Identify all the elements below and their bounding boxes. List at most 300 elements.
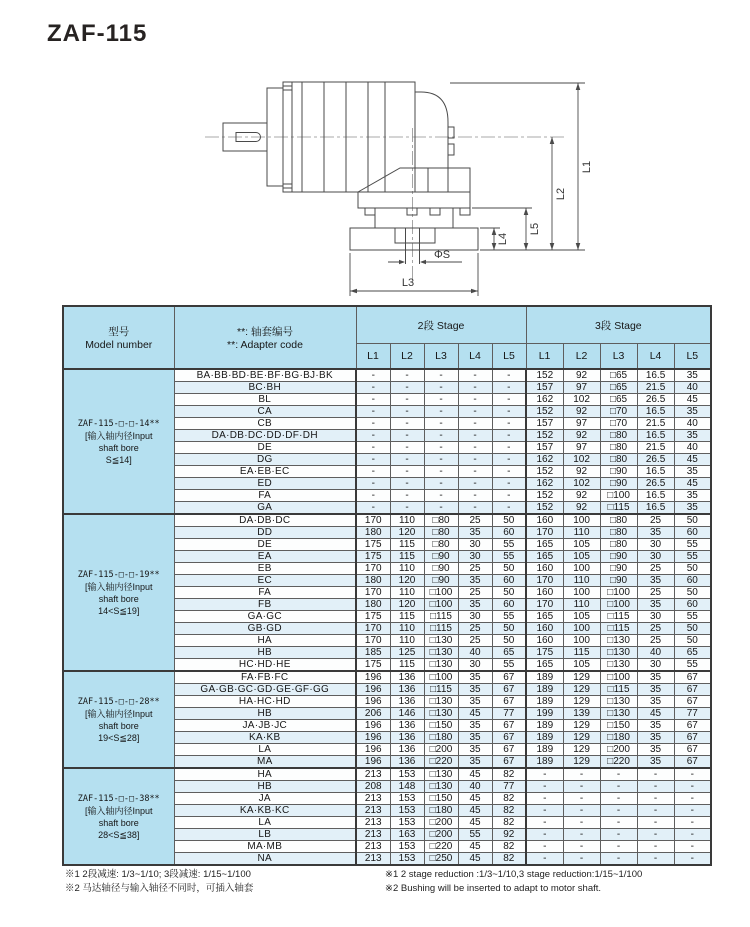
dim-value-s2-l3: □115 [424,684,458,696]
dim-value-s3-l4: 30 [637,659,674,672]
dim-value-s3-l5: 35 [674,466,711,478]
dim-value-s3-l1: - [526,853,563,866]
dim-value-s3-l2: 102 [563,454,600,466]
adapter-code-cell: HA·HC·HD [174,696,356,708]
dim-value-s3-l4: - [637,805,674,817]
dim-value-s2-l2: 136 [390,684,424,696]
dim-value-s3-l5: 45 [674,454,711,466]
dim-value-s3-l1: 162 [526,394,563,406]
dim-value-s2-l1: 170 [356,635,390,647]
adapter-code-cell: BL [174,394,356,406]
dim-value-s3-l1: 152 [526,490,563,502]
dim-value-s2-l1: 213 [356,817,390,829]
dim-value-s3-l5: 65 [674,647,711,659]
dim-value-s3-l5: - [674,841,711,853]
dim-value-s2-l4: 35 [458,720,492,732]
dim-value-s2-l1: - [356,382,390,394]
header-model-number [63,306,174,369]
dim-value-s2-l4: 55 [458,829,492,841]
dim-value-s2-l1: 213 [356,829,390,841]
table-row [63,671,711,684]
dim-value-s3-l4: - [637,829,674,841]
dim-value-s3-l5: 67 [674,684,711,696]
dim-value-s3-l2: 129 [563,732,600,744]
dim-value-s3-l3: □80 [600,442,637,454]
dim-value-s3-l2: 102 [563,478,600,490]
dim-value-s3-l5: - [674,805,711,817]
dim-value-s2-l3: □180 [424,805,458,817]
dim-value-s3-l1: - [526,768,563,781]
dim-value-s2-l4: 35 [458,744,492,756]
dim-value-s2-l1: - [356,490,390,502]
dim-value-s3-l2: 105 [563,551,600,563]
adapter-code-cell: KA·KB [174,732,356,744]
dim-value-s2-l5: 67 [492,696,526,708]
dim-value-s2-l1: 175 [356,611,390,623]
header-col-stage3-l5: L5 [674,344,711,370]
adapter-code-cell: ED [174,478,356,490]
dim-value-s2-l3: - [424,478,458,490]
adapter-code-cell: LB [174,829,356,841]
dim-value-s2-l4: 25 [458,623,492,635]
dim-value-s2-l1: - [356,418,390,430]
dim-value-s2-l5: 82 [492,841,526,853]
dim-value-s2-l3: - [424,454,458,466]
dim-value-s2-l4: 30 [458,539,492,551]
dim-value-s3-l1: 152 [526,502,563,515]
dim-value-s3-l2: - [563,768,600,781]
table-row [63,514,711,527]
dim-value-s2-l1: 170 [356,514,390,527]
dim-value-s3-l4: - [637,781,674,793]
dim-value-s3-l3: - [600,817,637,829]
dim-value-s3-l1: 157 [526,382,563,394]
dim-value-s2-l1: 180 [356,599,390,611]
dim-value-s3-l2: 110 [563,527,600,539]
dim-value-s2-l3: □90 [424,575,458,587]
dim-value-s3-l4: - [637,793,674,805]
dim-value-s3-l5: 45 [674,478,711,490]
model-bore-note: [输入轴内径Input [84,430,153,441]
dim-value-s3-l3: - [600,829,637,841]
dim-value-s3-l4: 35 [637,575,674,587]
dim-value-s3-l2: 115 [563,647,600,659]
adapter-code-cell: MA [174,756,356,769]
model-cell [63,514,174,671]
dim-value-s3-l2: 100 [563,635,600,647]
dim-value-s2-l4: - [458,490,492,502]
dim-value-s3-l5: 35 [674,490,711,502]
dim-value-s3-l3: □115 [600,684,637,696]
dim-value-s2-l1: - [356,394,390,406]
dim-value-s3-l5: 55 [674,659,711,672]
dim-value-s2-l5: 82 [492,817,526,829]
dim-value-s3-l3: □90 [600,563,637,575]
dim-value-s2-l1: - [356,430,390,442]
dim-value-s3-l3: □90 [600,478,637,490]
dim-value-s3-l1: 170 [526,575,563,587]
adapter-code-cell: CA [174,406,356,418]
dim-value-s3-l2: 110 [563,599,600,611]
dim-value-s3-l3: □115 [600,623,637,635]
dim-value-s2-l3: □100 [424,599,458,611]
dim-value-s3-l5: 67 [674,732,711,744]
dim-value-s3-l1: 162 [526,478,563,490]
dim-value-s3-l3: □80 [600,514,637,527]
dim-value-s2-l2: 110 [390,587,424,599]
dim-value-s3-l4: 35 [637,744,674,756]
dim-value-s3-l3: □65 [600,369,637,382]
dim-value-s3-l4: 25 [637,623,674,635]
dim-value-s2-l5: 77 [492,708,526,720]
dim-value-s3-l1: 175 [526,647,563,659]
adapter-code-cell: DG [174,454,356,466]
footnotes-english [385,868,642,896]
dim-value-s2-l4: 45 [458,793,492,805]
dim-value-s3-l2: 92 [563,369,600,382]
header-col-stage3-l2: L2 [563,344,600,370]
dim-value-s2-l5: - [492,430,526,442]
dim-value-s3-l3: □90 [600,575,637,587]
dim-value-s2-l5: - [492,394,526,406]
dim-value-s2-l2: - [390,442,424,454]
adapter-code-cell: BC·BH [174,382,356,394]
dim-value-s2-l5: - [492,502,526,515]
dim-value-s3-l5: - [674,781,711,793]
dim-value-s3-l5: - [674,817,711,829]
dim-value-s2-l5: 50 [492,514,526,527]
dim-value-s2-l1: 185 [356,647,390,659]
dim-value-s2-l5: 67 [492,756,526,769]
dim-value-s2-l3: □200 [424,817,458,829]
dim-label-l1: L1 [581,160,593,174]
dim-value-s2-l3: - [424,369,458,382]
dim-value-s3-l4: 40 [637,647,674,659]
table-body [63,369,711,865]
dim-value-s2-l1: 196 [356,732,390,744]
dim-value-s3-l1: - [526,805,563,817]
dim-value-s2-l4: - [458,502,492,515]
dimension-table [62,305,712,866]
dim-value-s3-l2: 100 [563,563,600,575]
dim-label-l4: L4 [497,232,509,246]
dim-value-s2-l2: 120 [390,575,424,587]
gearbox-dimension-drawing [0,0,750,310]
adapter-code-cell: GB·GD [174,623,356,635]
dim-value-s3-l1: 160 [526,635,563,647]
footnote-line: ※1 2 stage reduction :1/3~1/10,3 stage reduction:1/15~1/100 [385,869,643,880]
dim-value-s2-l2: 115 [390,659,424,672]
dim-value-s3-l5: 40 [674,418,711,430]
dim-value-s3-l5: 67 [674,671,711,684]
header-col-stage2-l4: L4 [458,344,492,370]
dim-value-s3-l5: 60 [674,599,711,611]
adapter-code-cell: EC [174,575,356,587]
dim-value-s2-l5: 50 [492,635,526,647]
header-col-stage3-l1: L1 [526,344,563,370]
adapter-code-cell: MA·MB [174,841,356,853]
dim-value-s2-l2: 148 [390,781,424,793]
dim-value-s3-l1: 152 [526,406,563,418]
header-model-cn: 型号 [108,326,130,338]
dim-value-s2-l4: 35 [458,599,492,611]
dim-value-s2-l4: 25 [458,514,492,527]
model-bore-note: S≦14] [105,454,132,465]
dim-value-s3-l1: 165 [526,611,563,623]
dim-value-s2-l4: 35 [458,732,492,744]
dim-value-s3-l2: 92 [563,430,600,442]
dim-value-s3-l2: 92 [563,466,600,478]
dim-value-s3-l2: 97 [563,382,600,394]
adapter-code-cell: HA [174,635,356,647]
dim-value-s3-l2: - [563,853,600,866]
dim-value-s2-l1: 208 [356,781,390,793]
dim-value-s3-l2: 102 [563,394,600,406]
dim-value-s3-l4: - [637,853,674,866]
model-cell [63,768,174,865]
dim-value-s2-l1: 196 [356,720,390,732]
dim-value-s3-l3: - [600,805,637,817]
dim-value-s2-l4: 25 [458,635,492,647]
dim-value-s2-l3: - [424,394,458,406]
dim-value-s2-l2: 136 [390,671,424,684]
footnote-line: ※2 Bushing will be inserted to adapt to motor shaft. [385,883,602,894]
dim-value-s2-l2: 120 [390,599,424,611]
dim-value-s3-l3: □130 [600,635,637,647]
dim-value-s3-l5: 67 [674,744,711,756]
table-row [63,369,711,382]
adapter-code-cell: FA [174,490,356,502]
dim-value-s3-l1: 152 [526,430,563,442]
dim-value-s2-l3: □130 [424,708,458,720]
dim-value-s3-l2: 129 [563,744,600,756]
dim-value-s2-l3: □200 [424,829,458,841]
dim-value-s2-l1: - [356,466,390,478]
dim-label-phi-s: ΦS [434,249,451,261]
adapter-code-cell: HC·HD·HE [174,659,356,672]
header-col-stage2-l5: L5 [492,344,526,370]
dim-value-s2-l4: 35 [458,756,492,769]
dim-value-s3-l5: 40 [674,382,711,394]
dim-value-s3-l5: 77 [674,708,711,720]
footnotes-chinese [65,868,253,896]
dim-value-s3-l5: - [674,853,711,866]
dim-value-s2-l5: 60 [492,527,526,539]
dim-value-s3-l4: 16.5 [637,502,674,515]
dim-value-s3-l3: □115 [600,611,637,623]
dim-value-s2-l2: 153 [390,817,424,829]
dim-value-s3-l3: □90 [600,551,637,563]
dim-value-s3-l3: - [600,781,637,793]
header-col-stage2-l3: L3 [424,344,458,370]
dim-label-l3: L3 [401,277,415,289]
dim-value-s2-l3: □180 [424,732,458,744]
dim-value-s3-l1: 189 [526,671,563,684]
dim-value-s2-l3: □130 [424,768,458,781]
dim-value-s2-l2: - [390,502,424,515]
dim-value-s2-l3: □130 [424,647,458,659]
adapter-code-cell: EA [174,551,356,563]
dim-value-s2-l2: - [390,382,424,394]
dim-value-s3-l2: 129 [563,684,600,696]
dim-value-s2-l5: - [492,478,526,490]
dim-value-s2-l4: 30 [458,611,492,623]
dim-value-s3-l1: - [526,793,563,805]
dim-value-s2-l3: - [424,442,458,454]
dim-value-s2-l2: 136 [390,720,424,732]
dim-value-s2-l4: - [458,382,492,394]
dim-value-s3-l4: 35 [637,671,674,684]
dim-value-s2-l1: 170 [356,623,390,635]
dim-value-s2-l4: 45 [458,805,492,817]
dim-value-s3-l4: - [637,841,674,853]
dim-value-s2-l5: - [492,454,526,466]
model-bore-note: 28<S≦38] [98,829,140,840]
adapter-code-cell: FA [174,587,356,599]
dim-value-s3-l1: 152 [526,466,563,478]
dim-value-s3-l3: - [600,768,637,781]
dim-value-s3-l5: - [674,793,711,805]
dim-value-s3-l1: 165 [526,551,563,563]
dim-value-s2-l1: 213 [356,853,390,866]
dim-value-s2-l5: - [492,418,526,430]
dim-value-s3-l4: 30 [637,539,674,551]
dim-value-s2-l2: 120 [390,527,424,539]
header-col-stage2-l2: L2 [390,344,424,370]
dim-value-s2-l3: □150 [424,720,458,732]
dim-value-s3-l5: - [674,768,711,781]
dim-value-s3-l3: □200 [600,744,637,756]
dim-value-s2-l2: - [390,430,424,442]
dim-value-s3-l1: 170 [526,599,563,611]
table-header [63,306,711,369]
dim-value-s2-l4: - [458,369,492,382]
dim-value-s2-l3: □200 [424,744,458,756]
dim-value-s2-l3: □115 [424,623,458,635]
dim-value-s2-l3: - [424,418,458,430]
dim-value-s2-l1: 170 [356,587,390,599]
dim-value-s2-l4: 35 [458,671,492,684]
dim-value-s2-l1: 213 [356,841,390,853]
dim-value-s2-l4: - [458,466,492,478]
model-bore-note: shaft bore [98,593,139,604]
dim-value-s3-l4: - [637,817,674,829]
adapter-code-cell: HA [174,768,356,781]
adapter-code-cell: NA [174,853,356,866]
dim-label-l2: L2 [555,187,567,201]
dim-value-s2-l2: - [390,418,424,430]
dim-value-s2-l3: - [424,502,458,515]
table-row [63,768,711,781]
dim-value-s3-l4: 16.5 [637,430,674,442]
dim-value-s2-l2: 153 [390,805,424,817]
dim-value-s2-l2: 153 [390,793,424,805]
footnote-line: ※1 2段减速: 1/3~1/10; 3段减速: 1/15~1/100 [65,869,251,880]
dim-value-s3-l5: 50 [674,635,711,647]
dim-value-s2-l1: 180 [356,527,390,539]
dim-value-s2-l3: □130 [424,635,458,647]
dim-value-s2-l5: 50 [492,587,526,599]
dim-value-s2-l1: 175 [356,551,390,563]
dim-value-s2-l4: 30 [458,551,492,563]
adapter-code-cell: LA [174,817,356,829]
model-bore-note: shaft bore [98,817,139,828]
adapter-code-cell: DE [174,442,356,454]
dim-value-s3-l2: 105 [563,611,600,623]
dim-value-s2-l3: □90 [424,551,458,563]
dim-value-s2-l3: - [424,466,458,478]
dim-value-s3-l1: 160 [526,587,563,599]
model-bore-note: [输入轴内径Input [84,708,153,719]
model-bore-note: shaft bore [98,442,139,453]
dim-value-s2-l4: 45 [458,768,492,781]
adapter-code-cell: LA [174,744,356,756]
dim-value-s2-l3: □220 [424,756,458,769]
dim-value-s3-l4: - [637,768,674,781]
dim-value-s3-l2: 100 [563,514,600,527]
dim-value-s3-l5: 55 [674,551,711,563]
dim-value-s3-l3: □65 [600,382,637,394]
dim-value-s2-l5: 50 [492,623,526,635]
adapter-code-cell: KA·KB·KC [174,805,356,817]
dim-value-s3-l4: 16.5 [637,490,674,502]
dim-value-s2-l4: 45 [458,841,492,853]
dim-value-s2-l1: 196 [356,756,390,769]
dim-value-s3-l2: 105 [563,659,600,672]
dim-value-s2-l3: □100 [424,671,458,684]
dim-value-s3-l3: □130 [600,708,637,720]
header-col-stage3-l3: L3 [600,344,637,370]
dim-value-s3-l4: 35 [637,527,674,539]
dim-value-s2-l1: 213 [356,805,390,817]
dim-value-s2-l5: - [492,490,526,502]
dim-value-s3-l1: 165 [526,539,563,551]
dim-value-s3-l3: □130 [600,647,637,659]
dim-value-s3-l2: - [563,793,600,805]
dim-value-s3-l1: 199 [526,708,563,720]
adapter-code-cell: EA·EB·EC [174,466,356,478]
dim-value-s3-l5: 45 [674,394,711,406]
dim-value-s3-l2: 129 [563,671,600,684]
dim-value-s2-l1: 206 [356,708,390,720]
dim-value-s2-l3: □90 [424,563,458,575]
dim-value-s3-l1: 189 [526,696,563,708]
dim-value-s3-l4: 35 [637,696,674,708]
adapter-code-cell: HB [174,781,356,793]
dim-value-s3-l1: 189 [526,720,563,732]
dim-value-s2-l5: 82 [492,768,526,781]
model-bore-note: [输入轴内径Input [84,805,153,816]
dim-value-s2-l3: - [424,382,458,394]
dim-value-s3-l2: 105 [563,539,600,551]
dim-value-s2-l1: - [356,369,390,382]
dim-value-s3-l3: □70 [600,418,637,430]
dim-value-s3-l1: 189 [526,732,563,744]
dim-value-s3-l4: 25 [637,563,674,575]
adapter-code-cell: GA [174,502,356,515]
dim-value-s2-l3: □220 [424,841,458,853]
dim-value-s2-l3: □130 [424,659,458,672]
dim-value-s3-l4: 26.5 [637,478,674,490]
dim-value-s2-l5: 67 [492,720,526,732]
dim-value-s2-l1: 213 [356,793,390,805]
dim-value-s3-l5: 35 [674,430,711,442]
dim-value-s2-l1: 196 [356,744,390,756]
adapter-code-cell: FB [174,599,356,611]
model-code-text: ZAF-115-□-□-28** [77,696,160,707]
dim-value-s2-l3: □250 [424,853,458,866]
dim-value-s2-l4: - [458,430,492,442]
